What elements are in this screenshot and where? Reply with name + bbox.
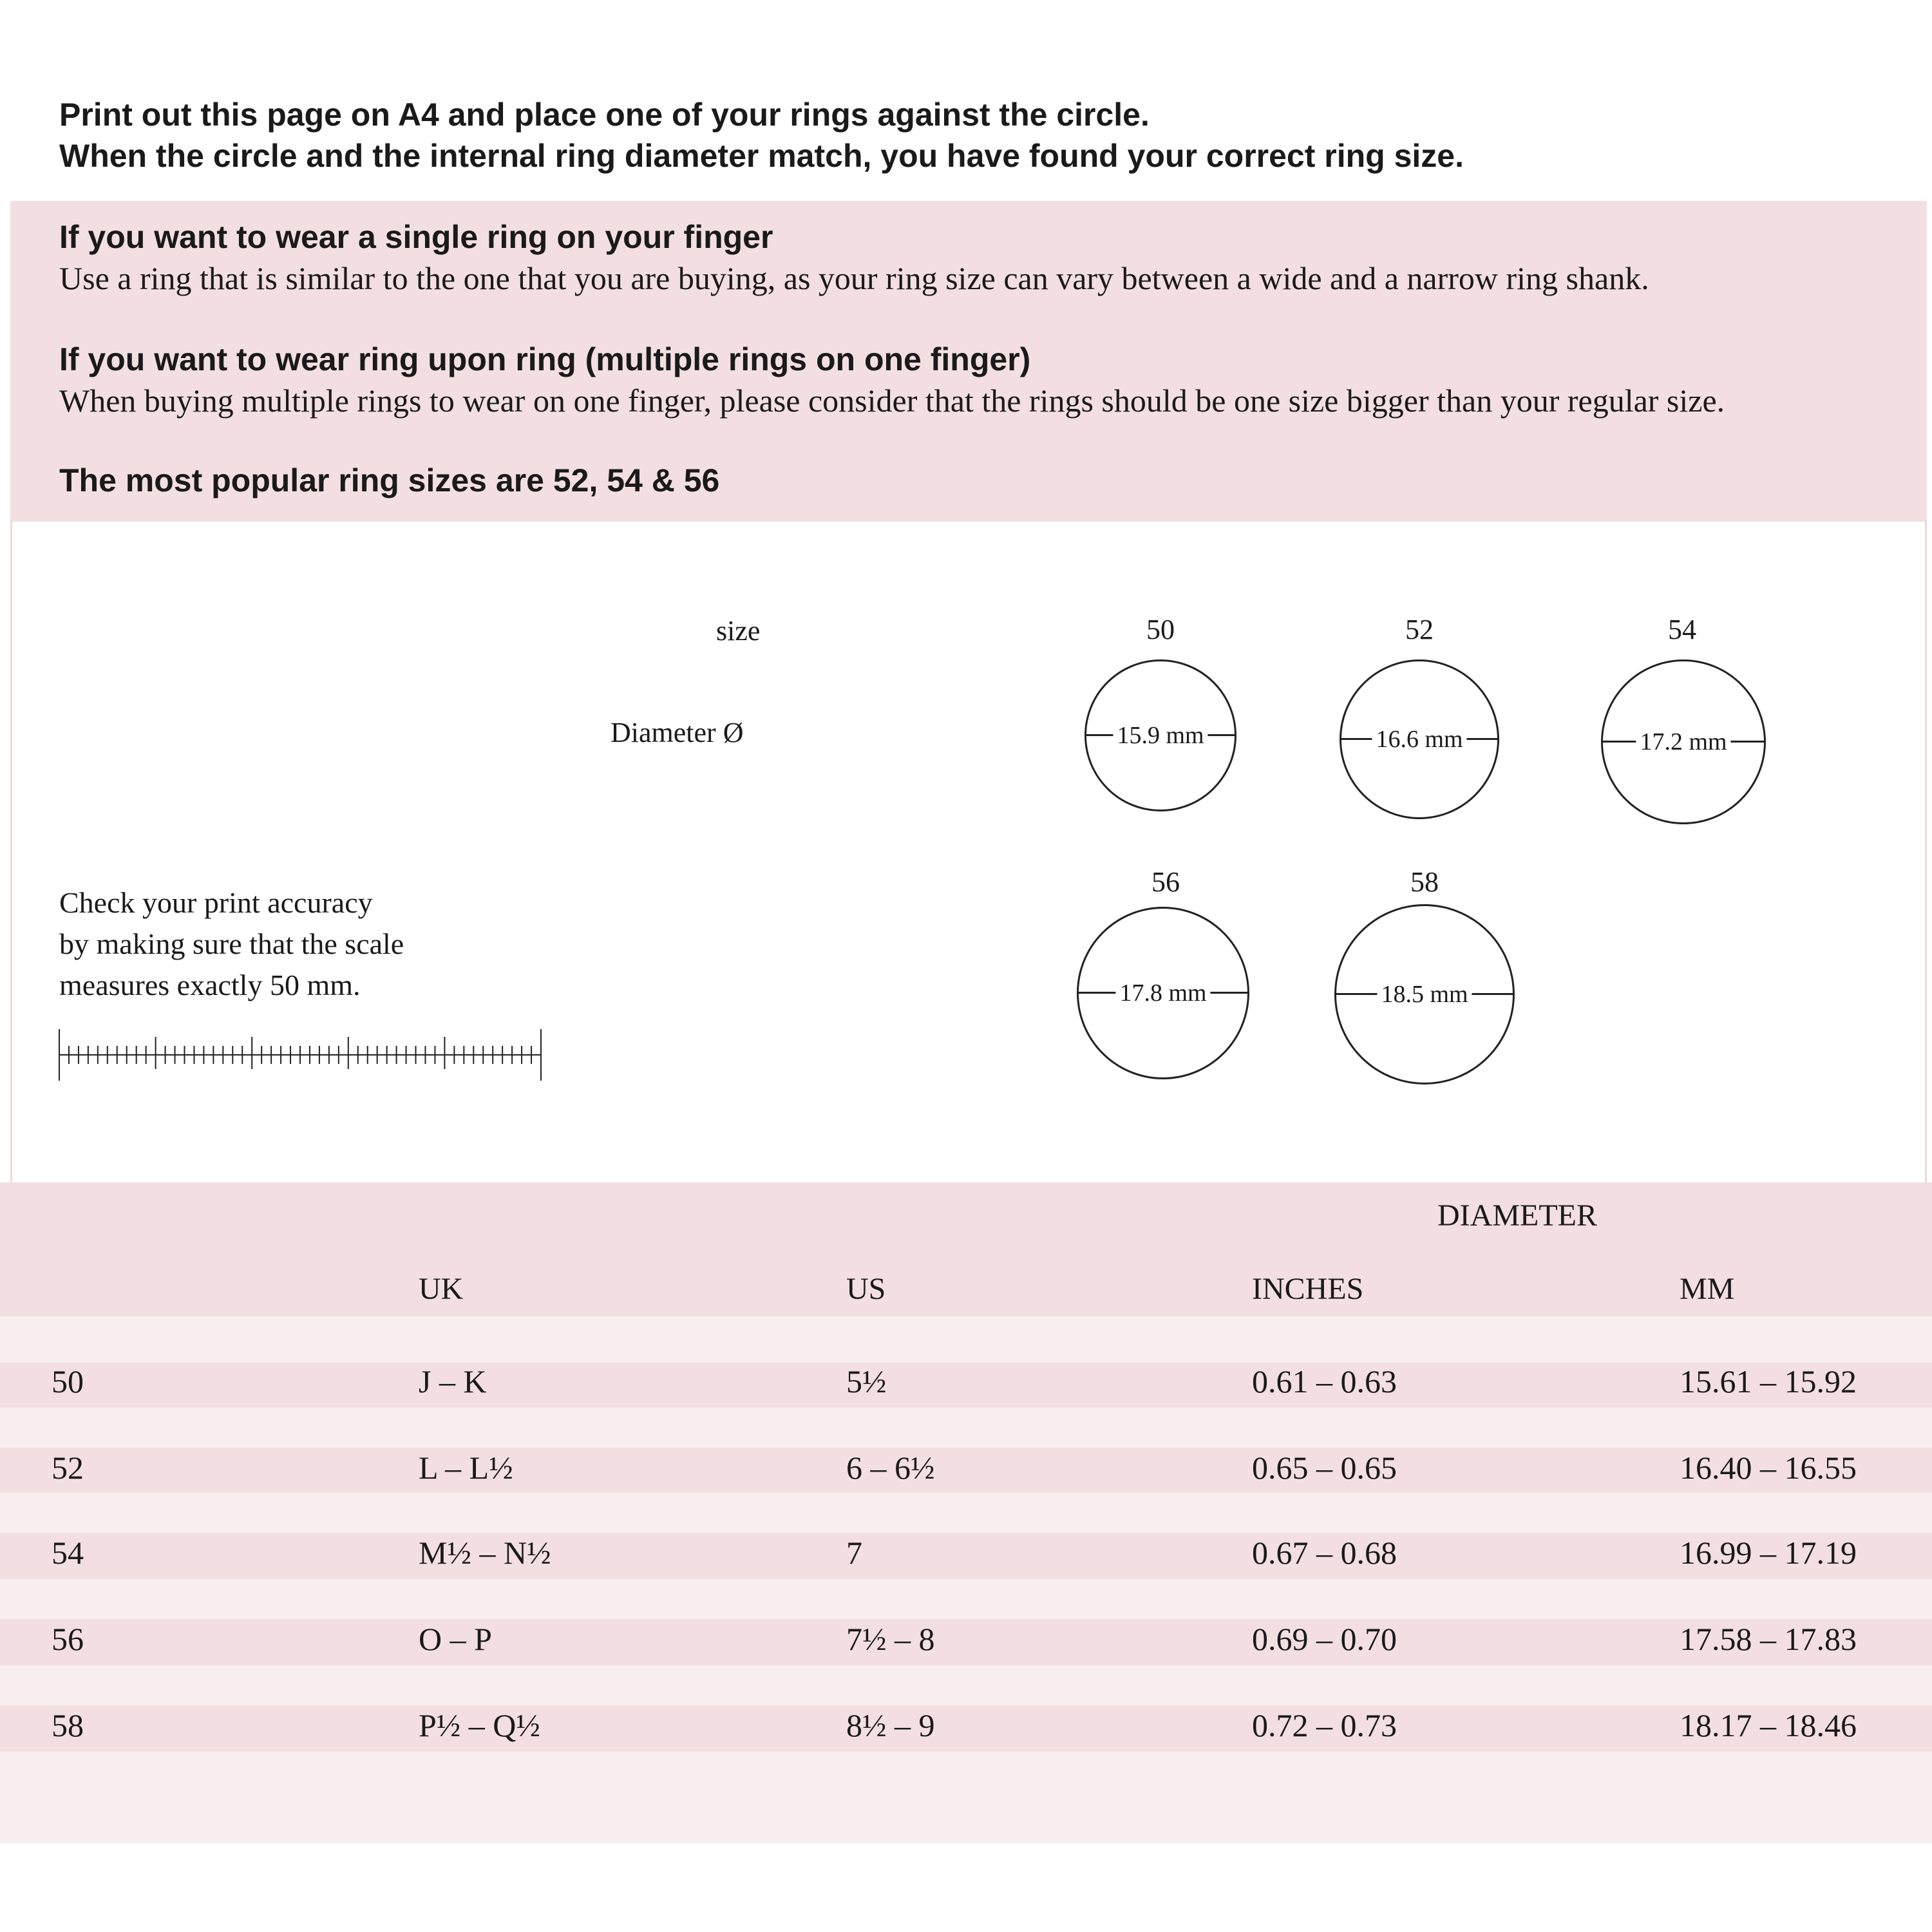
circle-diameter-label: 15.9 mm [1113, 721, 1208, 750]
print-check-text [59, 882, 404, 1006]
print-check-line-1: Check your print accuracy [59, 886, 373, 919]
row-separator [0, 1408, 1932, 1448]
table-cell-us: 6 – 6½ [846, 1450, 935, 1486]
popular-sizes-note: The most popular ring sizes are 52, 54 & 56 [59, 462, 720, 498]
ring-circle [1077, 907, 1249, 1079]
print-check-line-3: measures exactly 50 mm. [59, 969, 361, 1001]
table-cell-size: 52 [52, 1450, 84, 1486]
circle-diameter-label: 18.5 mm [1377, 980, 1472, 1009]
table-cell-size: 54 [52, 1535, 84, 1571]
circle-size-label: 56 [1151, 866, 1180, 898]
circle-size-label: 54 [1668, 614, 1696, 645]
column-header-us: US [846, 1272, 886, 1306]
row-separator [0, 1579, 1932, 1619]
table-cell-inches: 0.65 – 0.65 [1252, 1450, 1397, 1486]
table-cell-inches: 0.61 – 0.63 [1252, 1363, 1397, 1399]
table-cell-mm: 16.40 – 16.55 [1680, 1450, 1857, 1486]
table-cell-inches: 0.67 – 0.68 [1252, 1535, 1397, 1571]
multi-ring-heading: If you want to wear ring upon ring (multiple rings on one finger) [59, 341, 1031, 377]
intro-text [59, 94, 1464, 176]
table-cell-mm: 15.61 – 15.92 [1680, 1363, 1857, 1399]
table-cell-us: 8½ – 9 [846, 1707, 935, 1743]
intro-line-2: When the circle and the internal ring diameter match, you have found your correct ring size. [59, 138, 1464, 174]
circle-diameter-label: 16.6 mm [1372, 725, 1466, 753]
size-label: size [716, 615, 761, 647]
column-header-inches: INCHES [1252, 1272, 1364, 1306]
table-cell-us: 7½ – 8 [846, 1621, 935, 1657]
row-separator [0, 1316, 1932, 1363]
diameter-label: Diameter Ø [611, 717, 744, 748]
table-cell-mm: 16.99 – 17.19 [1680, 1535, 1857, 1571]
row-separator [0, 1665, 1932, 1705]
table-cell-size: 58 [52, 1707, 84, 1743]
table-cell-uk: M½ – N½ [419, 1535, 551, 1571]
table-cell-mm: 18.17 – 18.46 [1680, 1707, 1857, 1743]
table-cell-inches: 0.72 – 0.73 [1252, 1707, 1397, 1743]
single-ring-text: Use a ring that is similar to the one that you are buying, as your ring size can vary between a wide and a narrow ring shank. [59, 260, 1649, 296]
table-cell-uk: L – L½ [419, 1450, 513, 1486]
circle-size-label: 52 [1405, 614, 1434, 645]
ring-circle [1601, 659, 1766, 824]
row-separator [0, 1752, 1932, 1843]
column-header-uk: UK [419, 1272, 464, 1306]
row-separator [0, 1493, 1932, 1533]
ring-circle [1084, 659, 1236, 811]
table-cell-mm: 17.58 – 17.83 [1680, 1621, 1857, 1657]
column-header-mm: MM [1680, 1272, 1735, 1306]
ring-circle [1340, 659, 1499, 819]
table-cell-uk: P½ – Q½ [419, 1707, 540, 1743]
print-check-line-2: by making sure that the scale [59, 927, 404, 960]
table-cell-inches: 0.69 – 0.70 [1252, 1621, 1397, 1657]
table-cell-size: 56 [52, 1621, 84, 1657]
circle-diameter-label: 17.2 mm [1636, 728, 1730, 756]
circle-size-label: 50 [1146, 614, 1175, 645]
diameter-group-header: DIAMETER [1437, 1198, 1597, 1233]
table-cell-us: 5½ [846, 1363, 887, 1399]
circle-diameter-label: 17.8 mm [1115, 979, 1210, 1007]
circle-size-label: 58 [1410, 866, 1439, 898]
single-ring-heading: If you want to wear a single ring on your finger [59, 219, 773, 255]
intro-line-1: Print out this page on A4 and place one of your rings against the circle. [59, 97, 1150, 133]
table-cell-size: 50 [52, 1363, 84, 1399]
scale-ruler [57, 1027, 546, 1084]
table-cell-us: 7 [846, 1535, 862, 1571]
size-table [0, 1182, 1932, 1843]
table-cell-uk: O – P [419, 1621, 492, 1657]
ring-circle [1334, 904, 1515, 1084]
table-cell-uk: J – K [419, 1363, 487, 1399]
multi-ring-text: When buying multiple rings to wear on one finger, please consider that the rings should be one size bigger than your regular size. [59, 383, 1725, 419]
